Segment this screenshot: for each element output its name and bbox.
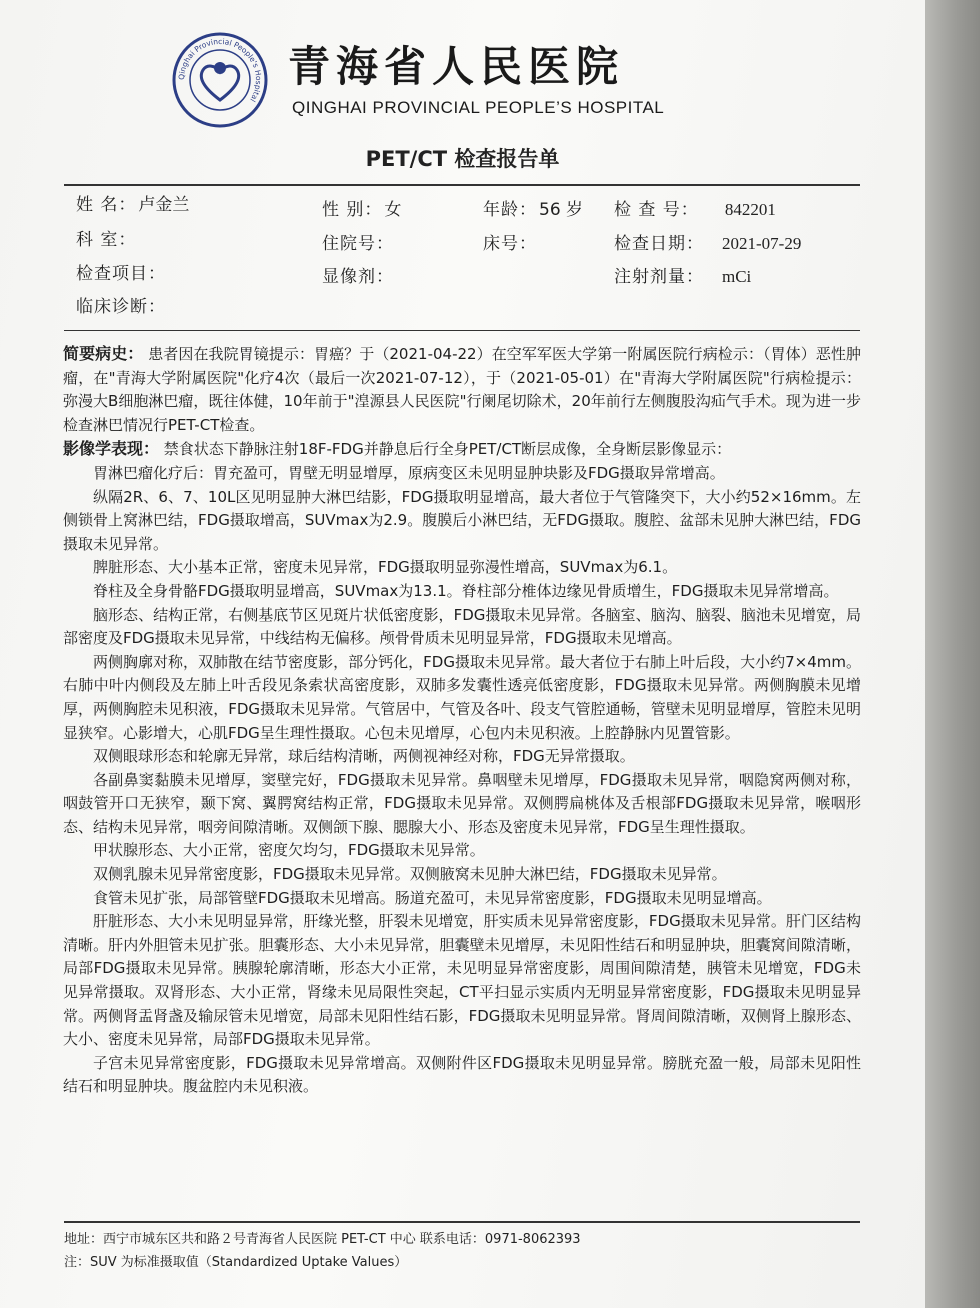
hospital-logo: [170, 30, 270, 130]
footer-address: 地址：西宁市城东区共和路２号青海省人民医院 PET-CT 中心 联系电话：0971-8062393: [64, 1232, 581, 1247]
finding-paragraph: 双侧眼球形态和轮廓无异常，球后结构清晰，两侧视神经对称，FDG无异常摄取。: [93, 747, 635, 766]
finding-paragraph: 纵隔2R、6、7、10L区见明显肿大淋巴结影，FDG摄取明显增高，最大者位于气管隆突下，大小约52×16mm。左侧锁骨上窝淋巴结，FDG摄取增高，SUVmax为2.9。腹膜后小淋巴结，无FDG摄取。腹腔、盆部未见肿大淋巴结，FDG摄取未见异常。: [63, 487, 861, 553]
footer-rule: [64, 1221, 860, 1223]
report-body: [63, 342, 861, 1099]
finding-paragraph: 两侧胸廓对称，双肺散在结节密度影，部分钙化，FDG摄取未见异常。最大者位于右肺上叶后段，大小约7×4mm。右肺中叶内侧段及左肺上叶舌段见条索状高密度影，双肺多发囊性透亮低密度影，FDG摄取未见异常。两侧胸膜未见增厚，两侧胸腔未见积液，FDG摄取未见异常。气管居中，气管及各叶、段支气管腔通畅，管壁未见明显增厚，管腔未见明显狭窄。心影增大，心肌FDG呈生理性摄取。心包未见增厚，心包内未见积液。上腔静脉内见置管影。: [63, 652, 861, 742]
patient-name-field: [76, 194, 189, 216]
header-bottom-rule: [64, 330, 860, 331]
bed-label: 床号：: [483, 234, 537, 254]
imaging-label: 影像学表现：: [63, 439, 160, 459]
exam-no-field: [614, 199, 776, 221]
dose-label: 注射剂量：: [614, 267, 704, 287]
imaging-section: [63, 437, 861, 462]
age-label: 年龄：: [483, 200, 537, 220]
hospital-name-en: QINGHAI PROVINCIAL PEOPLE’S HOSPITAL: [292, 98, 665, 117]
header-top-rule: [64, 184, 860, 186]
history-text: 患者因在我院胃镜提示：胃癌？于（2021-04-22）在空军军医大学第一附属医院行病检示：（胃体）恶性肿瘤，在"青海大学附属医院"化疗4次（最后一次2021-07-12），于（2021-05-01）在"青海大学附属医院"行病检提示：弥漫大B细胞淋巴瘤，既往体健，10年前于"湟源县人民医院"行阑尾切除术，20年前行左侧腹股沟疝气手术。现为进一步检查淋巴情况行PET-CT检查。: [63, 345, 861, 434]
gender-field: [322, 199, 401, 221]
dept-field: [76, 229, 138, 251]
dept-label: 科 室：: [76, 230, 137, 250]
inpatient-label: 住院号：: [322, 234, 394, 254]
dose-value: mCi: [722, 267, 752, 286]
exam-no-value: 842201: [724, 200, 776, 219]
report-title: PET/CT 检查报告单: [365, 147, 560, 171]
bed-field: [483, 233, 539, 255]
footer-note: 注：SUV 为标准摄取值（Standardized Uptake Values）: [64, 1255, 408, 1270]
dose-field: [614, 266, 751, 288]
hospital-name-cn: 青海省人民医院: [288, 42, 625, 91]
imaging-intro: 禁食状态下静脉注射18F-FDG并静息后行全身PET/CT断层成像，全身断层影像显示：: [163, 440, 732, 459]
exam-date-label: 检查日期：: [614, 234, 704, 254]
tracer-field: [322, 266, 396, 288]
exam-date-value: 2021-07-29: [722, 234, 802, 253]
history-label: 简要病史：: [63, 344, 144, 363]
finding-paragraph: 脑形态、结构正常，右侧基底节区见斑片状低密度影，FDG摄取未见异常。各脑室、脑沟、脑裂、脑池未见增宽，局部密度及FDG摄取未见异常，中线结构无偏移。颅骨骨质未见明显异常，FDG摄取未见增高。: [63, 605, 861, 648]
gender-label: 性 别：: [322, 200, 383, 220]
gender-value: 女: [384, 200, 402, 220]
finding-paragraph: 子宫未见异常密度影，FDG摄取未见异常增高。双侧附件区FDG摄取未见明显异常。膀胱充盈一般，局部未见阳性结石和明显肿块。腹盆腔内未见积液。: [63, 1053, 861, 1096]
patient-name-label: 姓 名：: [76, 195, 137, 215]
background-surface: [925, 0, 980, 1308]
finding-paragraph: 双侧乳腺未见异常密度影，FDG摄取未见异常。双侧腋窝未见肿大淋巴结，FDG摄取未见异常。: [93, 865, 727, 884]
exam-date-field: [614, 233, 801, 255]
logo-arc-text: Qinghai Provincial People's Hospital: [176, 36, 264, 104]
diagnosis-field: [76, 296, 168, 318]
finding-paragraph: 食管未见扩张，局部管壁FDG摄取未见增高。肠道充盈可，未见异常密度影，FDG摄取未见明显增高。: [93, 888, 772, 907]
finding-paragraph: 脾脏形态、大小基本正常，密度未见异常，FDG摄取明显弥漫性增高，SUVmax为6.1。: [93, 558, 678, 577]
finding-paragraph: 肝脏形态、大小未见明显异常，肝缘光整，肝裂未见增宽，肝实质未见异常密度影，FDG摄取未见异常。肝门区结构清晰。肝内外胆管未见扩张。胆囊形态、大小未见异常，胆囊壁未见增厚，未见阳性结石和明显肿块，胆囊窝间隙清晰，局部FDG摄取未见异常。胰腺轮廓清晰，形态大小正常，未见明显异常密度影，周围间隙清楚，胰管未见增宽，FDG未见异常摄取。双肾形态、大小正常，肾缘未见局限性突起，CT平扫显示实质内无明显异常密度影，FDG摄取未见明显异常。两侧肾盂肾盏及输尿管未见增宽，局部未见阳性结石影，FDG摄取未见明显异常。肾周间隙清晰，双侧肾上腺形态、大小、密度未见异常，局部FDG摄取未见异常。: [63, 912, 861, 1049]
tracer-label: 显像剂：: [322, 267, 394, 287]
patient-name-value: 卢金兰: [138, 195, 190, 215]
age-value: 56 岁: [539, 200, 584, 220]
history-section: [63, 342, 861, 437]
hospital-logo-icon: [170, 30, 270, 130]
finding-paragraph: 各副鼻窦黏膜未见增厚，窦壁完好，FDG摄取未见异常。鼻咽壁未见增厚，FDG摄取未见异常，咽隐窝两侧对称，咽鼓管开口无狭窄，颞下窝、翼腭窝结构正常，FDG摄取未见异常。双侧腭扁桃体及舌根部FDG摄取未见异常，喉咽形态、结构未见异常，咽旁间隙清晰。双侧颌下腺、腮腺大小、形态及密度未见异常，FDG呈生理性摄取。: [63, 770, 861, 836]
exam-no-label: 检 查 号：: [614, 200, 699, 220]
age-field: [483, 199, 583, 221]
finding-paragraph: 脊柱及全身骨骼FDG摄取明显增高，SUVmax为13.1。脊柱部分椎体边缘见骨质增生，FDG摄取未见异常增高。: [93, 581, 839, 600]
finding-paragraph: 甲状腺形态、大小正常，密度欠均匀，FDG摄取未见异常。: [93, 841, 485, 860]
finding-paragraph: 胃淋巴瘤化疗后：胃充盈可，胃壁无明显增厚，原病变区未见明显肿块影及FDG摄取异常增高。: [93, 463, 725, 482]
exam-item-field: [76, 263, 168, 285]
diagnosis-label: 临床诊断：: [76, 297, 166, 317]
exam-item-label: 检查项目：: [76, 264, 166, 284]
inpatient-field: [322, 233, 396, 255]
